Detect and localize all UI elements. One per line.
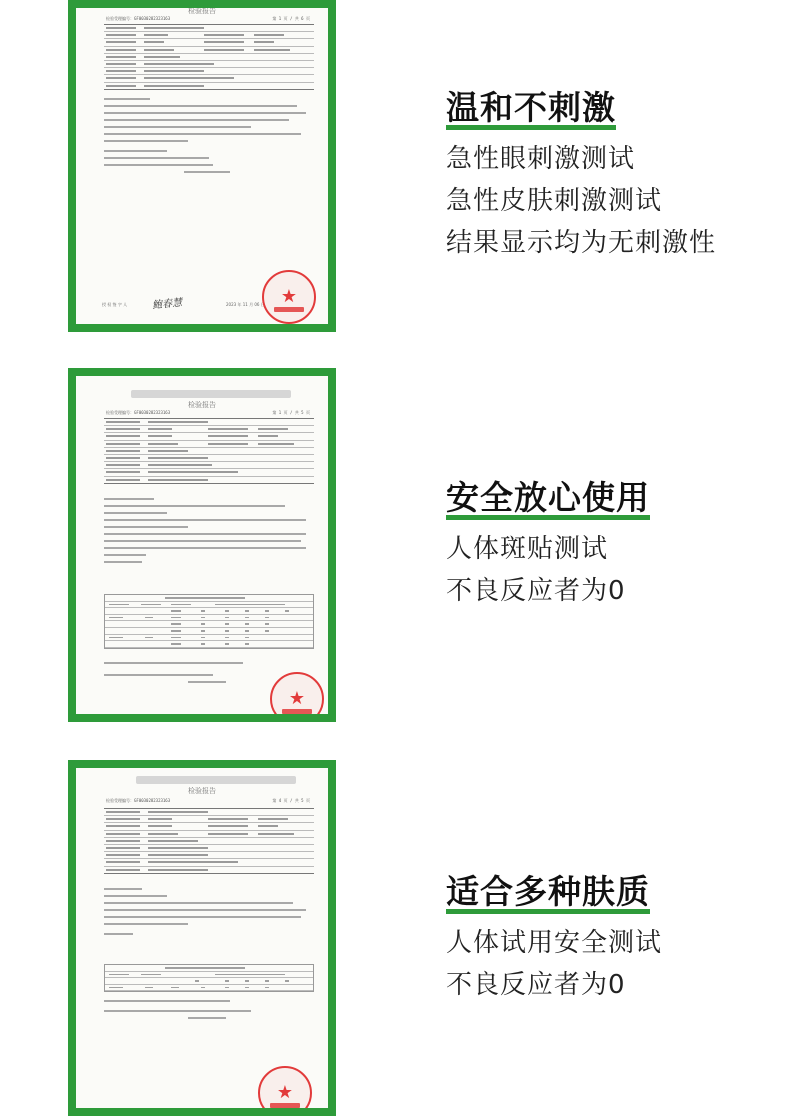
section-gentle [0,0,790,340]
report-watermark [136,776,296,784]
report-info-table [104,808,314,874]
report-info-table [104,24,314,90]
report-meta [106,16,310,22]
report-body-text [104,888,314,940]
feature-line: 急性皮肤刺激测试 [446,186,663,216]
report-watermark [131,390,291,398]
feature-line: 结果显示均为无刺激性 [446,228,717,258]
report-date: 2023 年 11 月 06 日 [226,302,265,307]
report-meta [106,410,310,416]
official-seal [262,270,316,324]
official-seal [258,1066,312,1108]
report-title: 检验报告 [188,8,216,15]
feature-title: 适合多种肤质 [446,872,650,912]
seal-star-icon: ★ [280,286,298,307]
report-title: 检验报告 [188,787,216,795]
signature: 鲍春慧 [151,297,183,312]
report-meta [106,798,310,804]
seal-star-icon: ★ [276,1082,294,1103]
report-body-text [104,498,314,568]
feature-line: 人体斑贴测试 [446,534,609,564]
signer-label: 授 权 签 字 人 [102,302,128,307]
report-number: 检验受理编号：GF0030282323163 [106,798,171,803]
report-page: 第 4 页 / 共 5 页 [272,798,310,803]
feature-line: 人体试用安全测试 [446,928,663,958]
test-report-image [68,0,336,332]
report-number: 检验受理编号：GF0030282323163 [106,16,171,21]
report-info-table [104,418,314,484]
feature-line: 急性眼刺激测试 [446,144,636,174]
section-skin-types [0,760,790,1120]
report-page: 第 1 页 / 共 6 页 [272,16,310,21]
feature-line: 不良反应者为0 [446,970,626,1000]
feature-title: 安全放心使用 [446,478,650,518]
caption-safe [446,478,776,612]
report-number: 检验受理编号：GF0030282323163 [106,410,171,415]
report-paper [76,8,328,324]
report-body-text [104,1000,314,1024]
report-paper [76,768,328,1108]
official-seal [270,672,324,714]
report-page: 第 1 页 / 共 5 页 [272,410,310,415]
test-report-image [68,760,336,1116]
caption-gentle [446,88,776,264]
feature-line: 不良反应者为0 [446,576,626,606]
feature-title: 温和不刺激 [446,88,616,128]
caption-skin-types [446,872,776,1006]
seal-star-icon: ★ [288,688,306,709]
test-report-image [68,368,336,722]
report-title: 检验报告 [188,401,216,409]
report-body-text [104,98,314,178]
section-safe [0,368,790,728]
results-table [104,594,314,649]
report-paper [76,376,328,714]
results-table [104,964,314,992]
